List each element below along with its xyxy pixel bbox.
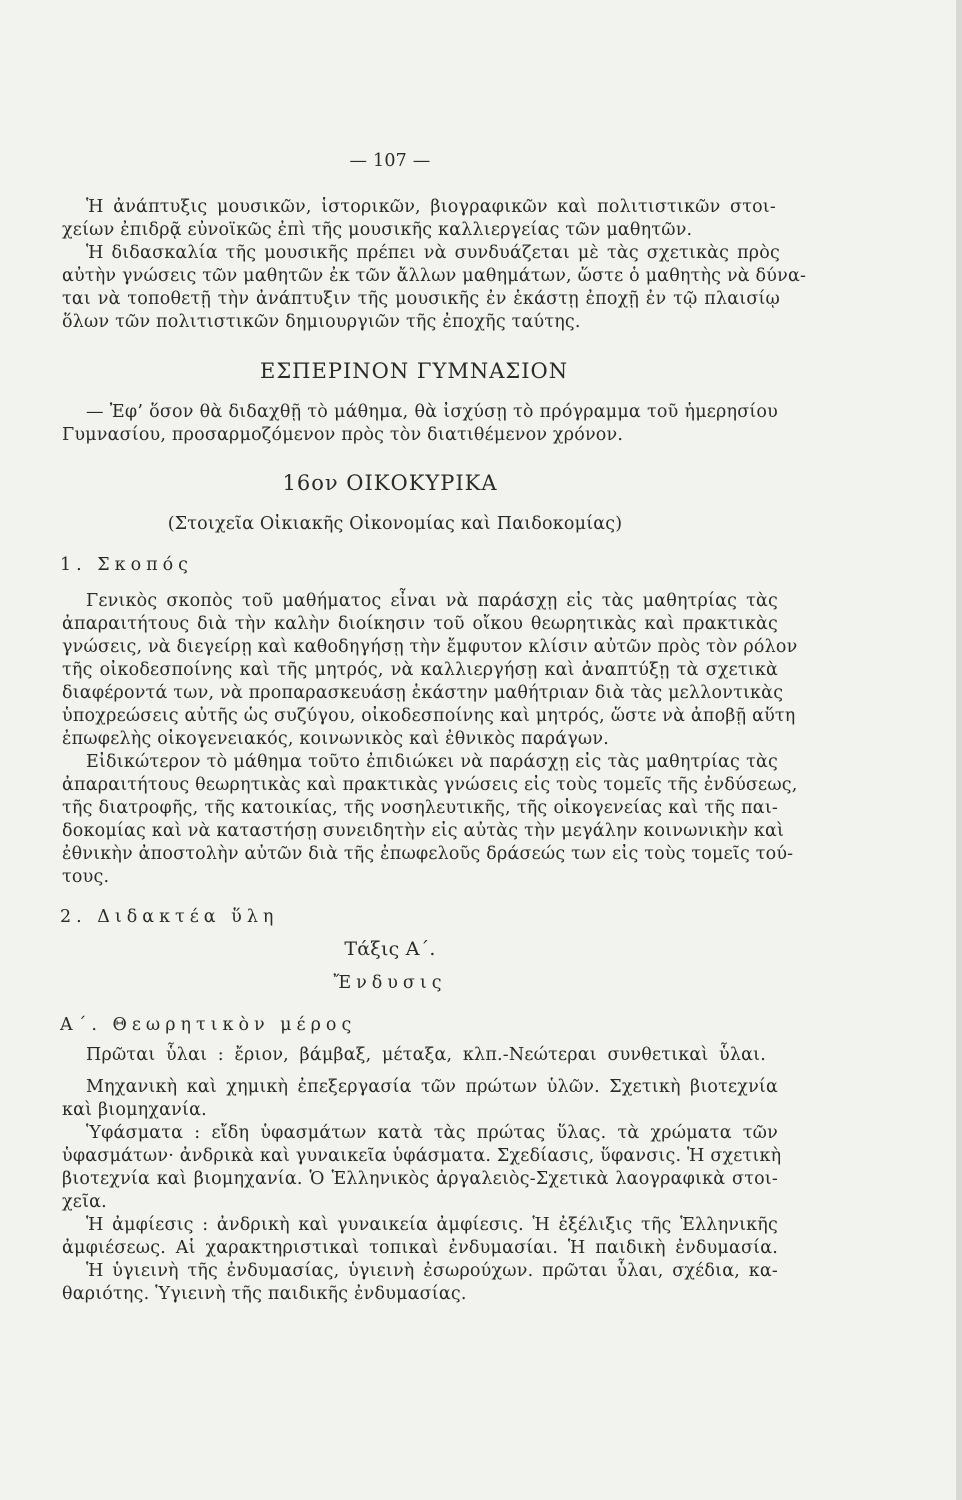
text-line: θαριότης. Ὑγιεινὴ τῆς παιδικῆς ἐνδυμασίας. xyxy=(62,1284,467,1304)
text-line: καὶ βιομηχανία. xyxy=(62,1100,207,1120)
spaced-heading: 1. Σκοπός xyxy=(60,555,193,575)
text-line: Γενικὸς σκοπὸς τοῦ μαθήματος εἶναι νὰ παράσχῃ εἰς τὰς μαθητρίας τὰς xyxy=(86,591,778,611)
text-line: ἐθνικὴν ἀποστολὴν αὐτῶν διὰ τῆς ἐπωφελοῦς δράσεώς των εἰς τοὺς τομεῖς τού- xyxy=(62,844,794,864)
text-line: Ἡ ἀνάπτυξις μουσικῶν, ἱστορικῶν, βιογραφικῶν καὶ πολιτιστικῶν στοι- xyxy=(86,197,776,217)
text-line: τῆς οἰκοδεσποίνης καὶ τῆς μητρός, νὰ καλλιεργήσῃ καὶ ἀναπτύξῃ τὰ σχετικὰ xyxy=(62,660,778,680)
page-number: — 107 — xyxy=(349,151,431,171)
section-heading: ΕΣΠΕΡΙΝΟΝ ΓΥΜΝΑΣΙΟΝ xyxy=(260,359,569,383)
text-line: Πρῶται ὗλαι : ἔριον, βάμβαξ, μέταξα, κλπ.-Νεώτεραι συνθετικαὶ ὗλαι. xyxy=(86,1045,766,1065)
text-line: δοκομίας καὶ νὰ καταστήσῃ συνειδητὴν εἰς αὐτὰς τὴν μεγάλην κοινωνικὴν καὶ xyxy=(62,821,785,841)
page-edge xyxy=(956,0,962,1500)
text-line: τους. xyxy=(62,867,110,887)
text-line: Ἡ διδασκαλία τῆς μουσικῆς πρέπει νὰ συνδυάζεται μὲ τὰς σχετικὰς πρὸς xyxy=(86,243,780,263)
text-line: ἀπαραιτήτους θεωρητικὰς καὶ πρακτικὰς γνώσεις εἰς τοὺς τομεῖς τῆς ἐνδύσεως, xyxy=(62,775,798,795)
topic-heading: Ἔνδυσις xyxy=(333,973,447,993)
subject-subtitle: (Στοιχεῖα Οἰκιακῆς Οἰκονομίας καὶ Παιδοκομίας) xyxy=(167,514,623,534)
spaced-heading: Α΄. Θεωρητικὸν μέρος xyxy=(60,1015,357,1035)
text-line: χεῖα. xyxy=(62,1192,107,1212)
text-line: ὑφασμάτων· ἀνδρικὰ καὶ γυναικεῖα ὑφάσματα. Σχεδίασις, ὕφανσις. Ἡ σχετικὴ xyxy=(62,1146,782,1166)
subject-heading: 16ον ΟΙΚΟΚΥΡΙΚΑ xyxy=(282,471,498,495)
class-heading: Τάξις Α΄. xyxy=(344,938,436,960)
text-line: χείων ἐπιδρᾷ εὐνοϊκῶς ἐπὶ τῆς μουσικῆς καλλιεργείας τῶν μαθητῶν. xyxy=(62,220,693,240)
spaced-heading: 2. Διδακτέα ὕλη xyxy=(60,907,279,927)
text-line: Μηχανικὴ καὶ χημικὴ ἐπεξεργασία τῶν πρώτων ὑλῶν. Σχετικὴ βιοτεχνία xyxy=(86,1077,778,1097)
text-line: ὑποχρεώσεις αὐτῆς ὡς συζύγου, οἰκοδεσποίνης καὶ μητρός, ὥστε νὰ ἀποβῇ αὕτη xyxy=(62,706,796,726)
text-line: γνώσεις, νὰ διεγείρῃ καὶ καθοδηγήσῃ τὴν ἔμφυτον κλίσιν αὐτῶν πρὸς τὸν ρόλον xyxy=(62,637,798,657)
text-line: Εἰδικώτερον τὸ μάθημα τοῦτο ἐπιδιώκει νὰ παράσχῃ εἰς τὰς μαθητρίας τὰς xyxy=(86,752,778,772)
text-line: ται νὰ τοποθετῇ τὴν ἀνάπτυξιν τῆς μουσικῆς ἐν ἑκάστῃ ἐποχῇ ἐν τῷ πλαισίῳ xyxy=(62,289,780,309)
text-line: Ἡ ὑγιεινὴ τῆς ἐνδυμασίας, ὑγιεινὴ ἐσωρούχων. πρῶται ὗλαι, σχέδια, κα- xyxy=(86,1261,778,1281)
text-line: Ὑφάσματα : εἴδη ὑφασμάτων κατὰ τὰς πρώτας ὕλας. τὰ χρώματα τῶν xyxy=(86,1123,778,1143)
text-line: — Ἐφ’ ὅσον θὰ διδαχθῇ τὸ μάθημα, θὰ ἰσχύσῃ τὸ πρόγραμμα τοῦ ἡμερησίου xyxy=(86,402,778,422)
text-line: αὐτὴν γνώσεις τῶν μαθητῶν ἐκ τῶν ἄλλων μαθημάτων, ὥστε ὁ μαθητὴς νὰ δύνα- xyxy=(62,266,807,286)
text-line: Γυμνασίου, προσαρμοζόμενον πρὸς τὸν διατιθέμενον χρόνον. xyxy=(62,425,624,445)
text-line: ὅλων τῶν πολιτιστικῶν δημιουργιῶν τῆς ἐποχῆς ταύτης. xyxy=(62,312,581,332)
text-line: ἐπωφελὴς οἰκογενειακός, κοινωνικὸς καὶ ἐθνικὸς παράγων. xyxy=(62,729,609,749)
text-line: βιοτεχνία καὶ βιομηχανία. Ὁ Ἑλληνικὸς ἀργαλειὸς-Σχετικὰ λαογραφικὰ στοι- xyxy=(62,1169,778,1189)
text-line: Ἡ ἀμφίεσις : ἀνδρικὴ καὶ γυναικεία ἀμφίεσις. Ἡ ἐξέλιξις τῆς Ἑλληνικῆς xyxy=(86,1215,778,1235)
text-line: ἀμφιέσεως. Αἱ χαρακτηριστικαὶ τοπικαὶ ἐνδυμασίαι. Ἡ παιδικὴ ἐνδυμασία. xyxy=(62,1238,778,1258)
text-line: διαφέροντά των, νὰ προπαρασκευάσῃ ἑκάστην μαθήτριαν διὰ τὰς μελλοντικὰς xyxy=(62,683,784,703)
text-line: τῆς διατροφῆς, τῆς κατοικίας, τῆς νοσηλευτικῆς, τῆς οἰκογενείας καὶ τῆς παι- xyxy=(62,798,778,818)
text-line: ἀπαραιτήτους διὰ τὴν καλὴν διοίκησιν τοῦ οἴκου θεωρητικὰς καὶ πρακτικὰς xyxy=(62,614,778,634)
